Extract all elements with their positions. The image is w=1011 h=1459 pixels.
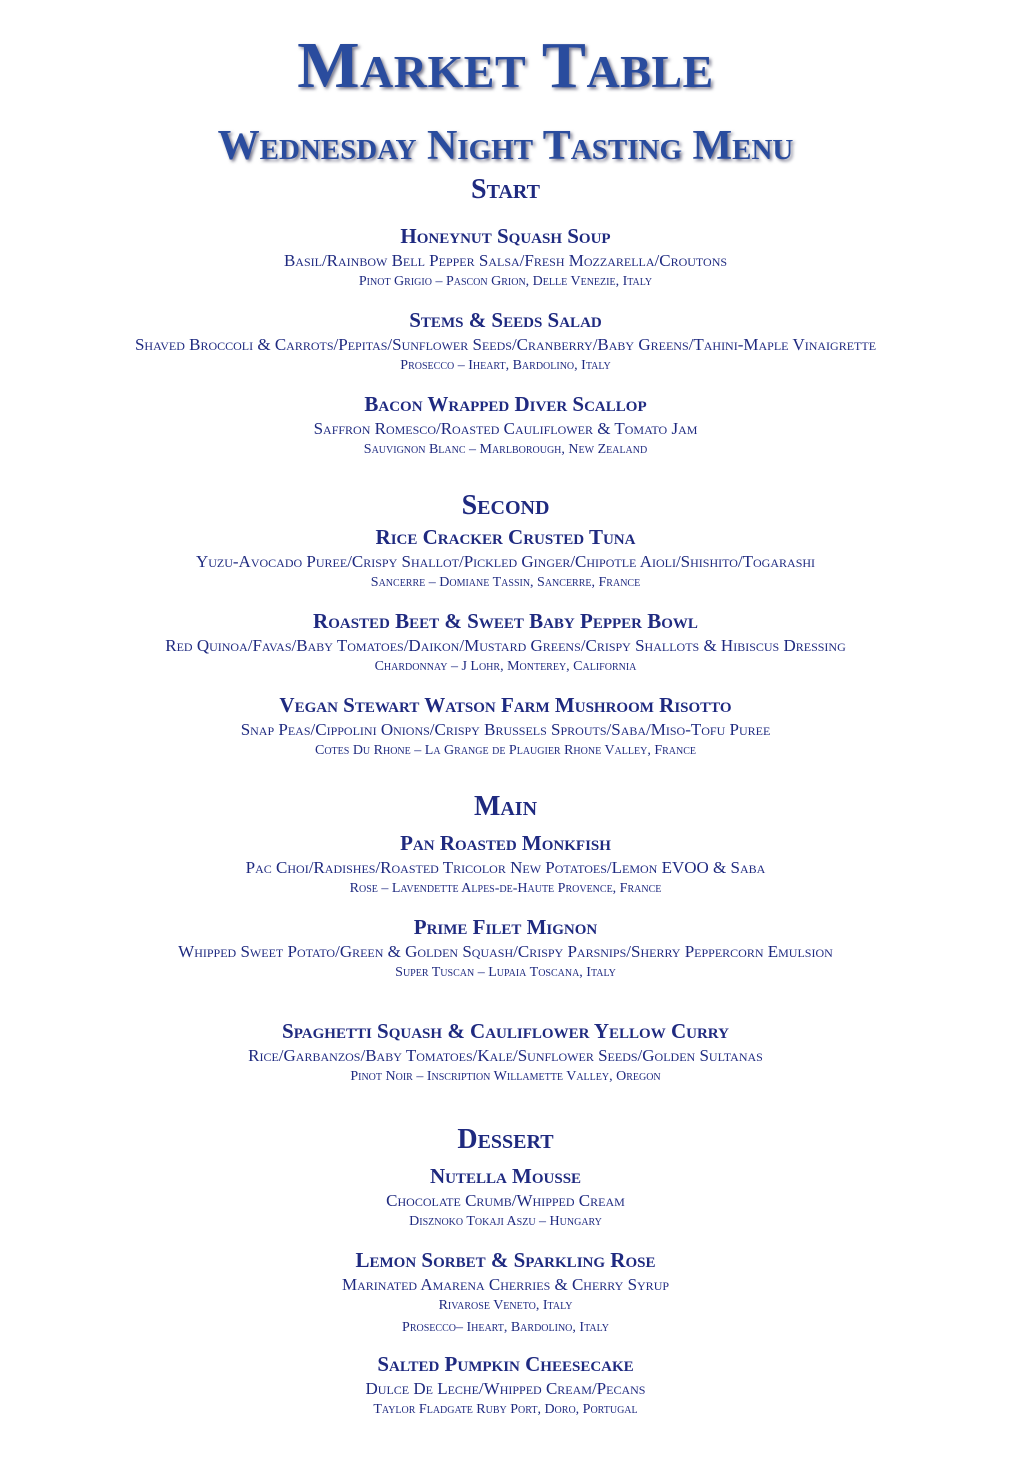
restaurant-title: Market Table bbox=[297, 29, 714, 102]
dish-name: Pan Roasted Monkfish bbox=[400, 831, 611, 855]
dish-description: Marinated Amarena Cherries & Cherry Syrup bbox=[341, 1275, 670, 1294]
dish-description: Saffron Romesco/Roasted Cauliflower & Tomato Jam bbox=[313, 419, 698, 438]
section-heading-second: Second bbox=[461, 490, 550, 521]
wine-pairing: Rose – Lavendette Alpes-de-Haute Provence, France bbox=[349, 881, 662, 896]
wine-pairing: Sancerre – Domiane Tassin, Sancerre, France bbox=[370, 575, 641, 590]
wine-pairing: Taylor Fladgate Ruby Port, Doro, Portugal bbox=[373, 1402, 638, 1417]
dish-name: Bacon Wrapped Diver Scallop bbox=[364, 392, 647, 416]
dish-description: Chocolate Crumb/Whipped Cream bbox=[386, 1191, 625, 1210]
dish-description: Pac Choi/Radishes/Roasted Tricolor New Potatoes/Lemon EVOO & Saba bbox=[245, 858, 766, 877]
dish-name: Prime Filet Mignon bbox=[413, 915, 598, 939]
wine-pairing: Pinot Noir – Inscription Willamette Valley, Oregon bbox=[350, 1069, 661, 1084]
wine-pairing: Prosecco – Iheart, Bardolino, Italy bbox=[400, 358, 611, 373]
menu-subtitle: Wednesday Night Tasting Menu bbox=[217, 123, 794, 169]
dish-name: Stems & Seeds Salad bbox=[409, 308, 602, 332]
dish-name: Nutella Mousse bbox=[429, 1164, 582, 1188]
section-heading-start: Start bbox=[471, 174, 540, 205]
wine-pairing: Pinot Grigio – Pascon Grion, Delle Venezie, Italy bbox=[358, 274, 653, 289]
dish-name: Rice Cracker Crusted Tuna bbox=[375, 525, 636, 549]
wine-pairing: Sauvignon Blanc – Marlborough, New Zealand bbox=[363, 442, 648, 457]
section-heading-main: Main bbox=[473, 791, 538, 822]
section-heading-dessert: Dessert bbox=[457, 1124, 554, 1155]
wine-pairing: Chardonnay – J Lohr, Monterey, California bbox=[374, 659, 637, 674]
dish-name: Lemon Sorbet & Sparkling Rose bbox=[355, 1248, 656, 1272]
wine-pairing: Disznoko Tokaji Aszu – Hungary bbox=[409, 1214, 602, 1229]
dish-description: Snap Peas/Cippolini Onions/Crispy Brussels Sprouts/Saba/Miso-Tofu Puree bbox=[240, 720, 771, 739]
dish-description: Rice/Garbanzos/Baby Tomatoes/Kale/Sunflower Seeds/Golden Sultanas bbox=[248, 1046, 763, 1065]
dish-description: Red Quinoa/Favas/Baby Tomatoes/Daikon/Mustard Greens/Crispy Shallots & Hibiscus Dressing bbox=[165, 636, 846, 655]
dish-description: Basil/Rainbow Bell Pepper Salsa/Fresh Mozzarella/Croutons bbox=[283, 251, 728, 270]
wine-pairing: Prosecco– Iheart, Bardolino, Italy bbox=[402, 1320, 609, 1335]
dish-name: Salted Pumpkin Cheesecake bbox=[377, 1352, 634, 1376]
wine-pairing: Cotes Du Rhone – La Grange de Plaugier Rhone Valley, France bbox=[314, 743, 697, 758]
wine-pairing: Super Tuscan – Lupaia Toscana, Italy bbox=[395, 965, 616, 980]
dish-name: Roasted Beet & Sweet Baby Pepper Bowl bbox=[313, 609, 698, 633]
dish-name: Vegan Stewart Watson Farm Mushroom Risotto bbox=[279, 693, 732, 717]
wine-pairing: Rivarose Veneto, Italy bbox=[438, 1298, 573, 1313]
dish-name: Honeynut Squash Soup bbox=[400, 224, 611, 248]
dish-description: Yuzu-Avocado Puree/Crispy Shallot/Pickled Ginger/Chipotle Aioli/Shishito/Togarashi bbox=[195, 552, 816, 571]
dish-description: Shaved Broccoli & Carrots/Pepitas/Sunflower Seeds/Cranberry/Baby Greens/Tahini-Maple Vinaigrette bbox=[134, 335, 877, 354]
dish-name: Spaghetti Squash & Cauliflower Yellow Curry bbox=[282, 1019, 729, 1043]
dish-description: Whipped Sweet Potato/Green & Golden Squash/Crispy Parsnips/Sherry Peppercorn Emulsion bbox=[178, 942, 833, 961]
dish-description: Dulce De Leche/Whipped Cream/Pecans bbox=[365, 1379, 646, 1398]
